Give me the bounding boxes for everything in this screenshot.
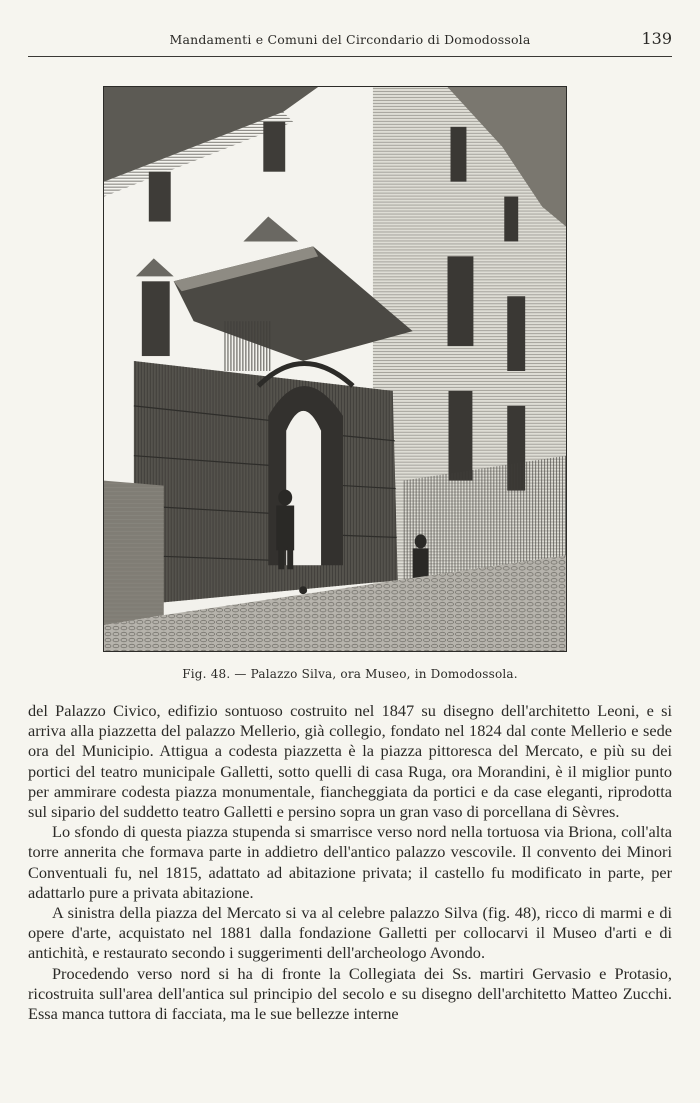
figure-caption: Fig. 48. — Palazzo Silva, ora Museo, in Domodossola.: [182, 667, 518, 681]
paragraph-2: Lo sfondo di questa piazza stupenda si smarrisce verso nord nella tortuosa via Briona, coll'alta torre annerita che formava parte in addietro dell'antico palazzo vescovile. Il convento dei Minori Conventuali fu, nel 1815, adattato ad abitazione privata; il castello fu modificato in parte, per adattarlo pure a privata abitazione.: [28, 822, 672, 902]
page-number: 139: [641, 29, 672, 48]
paragraph-4: Procedendo verso nord si ha di fronte la Collegiata dei Ss. martiri Gervasio e Protasio, ricostruita sull'area dell'antica sul principio del secolo e su disegno dell'architetto Matteo Zucchi. Essa manca tuttora di facciata, ma le sue bellezze interne: [28, 963, 672, 1024]
page-header: [28, 26, 672, 56]
engraving-illustration: [103, 86, 567, 652]
header-rule: [28, 56, 672, 57]
running-title: Mandamenti e Comuni del Circondario di Domodossola: [169, 32, 531, 47]
body-text: [28, 701, 672, 1024]
paragraph-1: del Palazzo Civico, edifizio sontuoso costruito nel 1847 su disegno dell'architetto Leoni, e si arriva alla piazzetta del palazzo Mellerio, già collegio, fondato nel 1824 dal conte Mellerio e sede ora del Municipio. Attigua a codesta piazzetta è la piazza pittoresca del Mercato, e più su dei portici del teatro municipale Galletti, sotto quelli di casa Ruga, ora Morandini, è il miglior punto per ammirare codesta piazza monumentale, fiancheggiata da portici e da case eleganti, riprodotta sul sipario del suddetto teatro Galletti e persino sopra un gran vaso di porcellana di Sèvres.: [28, 701, 672, 822]
paragraph-3: A sinistra della piazza del Mercato si va al celebre palazzo Silva (fig. 48), ricco di marmi e di opere d'arte, acquistato nel 1881 dalla fondazione Galletti per collocarvi il Museo d'arti e di antichità, e restaurato secondo i suggerimenti dell'archeologo Avondo.: [28, 903, 672, 963]
